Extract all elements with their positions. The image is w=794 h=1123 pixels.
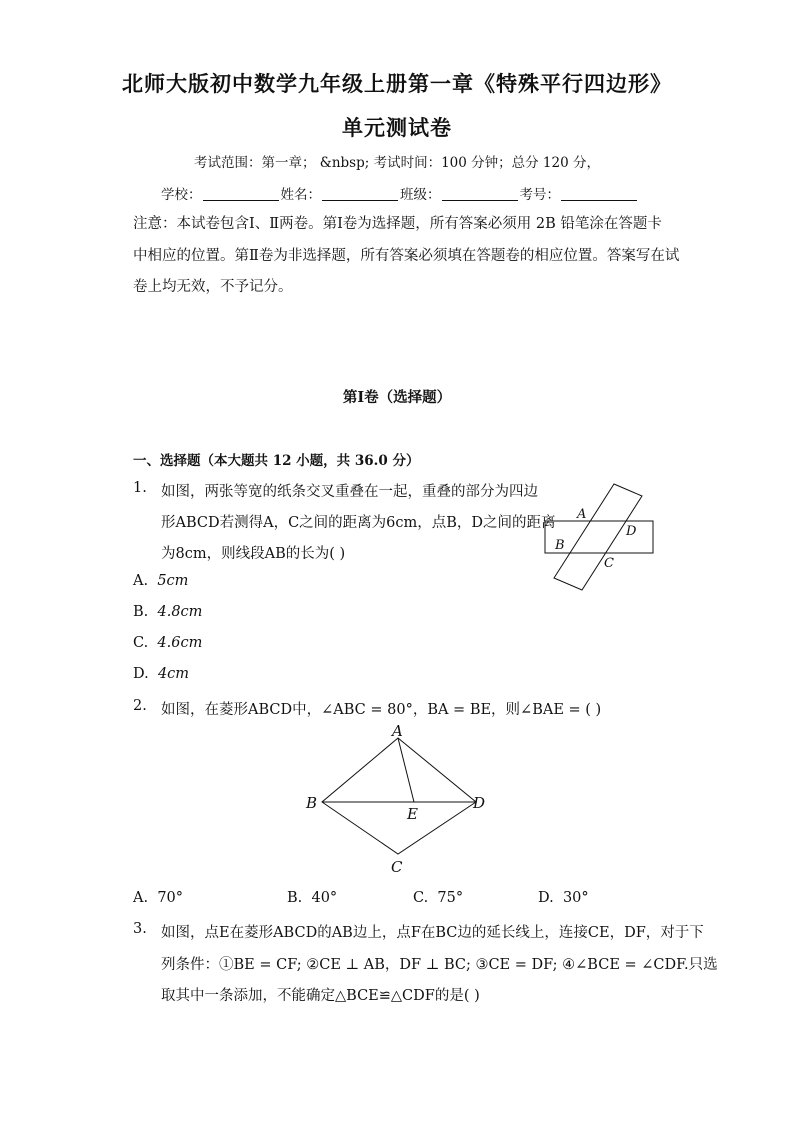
doc-title-line2: 单元测试卷 [342,115,452,140]
option-label: B. [133,604,149,620]
rhombus-shape [322,738,476,854]
option-label: D. [133,666,149,682]
question-number: 3. [133,921,147,937]
figure2-label-a: A [392,722,403,740]
figure1-label-c: C [604,556,614,571]
figure1-label-d: D [626,524,637,539]
question-number: 1. [133,480,147,496]
question-text-line: 如图，在菱形ABCD中，∠ABC = 80°，BA = BE，则∠BAE = ( ) [161,702,602,718]
class-label: 班级： [400,187,441,203]
section-title: 第Ⅰ卷（选择题） [342,389,452,406]
figure-rhombus [300,722,500,880]
option-d[interactable] [133,666,189,682]
option-b[interactable] [133,604,202,620]
option-text: 40° [311,890,338,906]
figure1-label-a: A [577,507,587,522]
option-d[interactable] [538,890,589,906]
option-text: 75° [437,890,464,906]
doc-title-line1: 北师大版初中数学九年级上册第一章《特殊平行四边形》 [122,71,672,96]
name-label: 姓名： [280,187,321,203]
figure2-label-c: C [391,858,403,876]
question-text-line: 取其中一条添加，不能确定△BCE≌△CDF的是( ) [161,988,480,1004]
school-blank [203,199,279,201]
question-number: 2. [133,698,147,714]
question-text-line: 形ABCD若测得A，C之间的距离为6cm，点B，D之间的距离 [161,515,556,531]
question-text-line: 列条件：①BE = CF; ②CE ⊥ AB，DF ⊥ BC; ③CE = DF; ④∠BCE = ∠CDF.只选 [161,957,718,973]
option-a[interactable] [133,573,188,589]
number-label: 考号： [519,187,560,203]
section-heading: 一、选择题（本大题共 12 小题，共 36.0 分） [133,453,420,469]
figure2-label-e: E [407,805,418,823]
option-c[interactable] [133,635,202,651]
option-label: C. [413,890,429,906]
number-blank [561,199,637,201]
question-text-line: 为8cm，则线段AB的长为( ) [161,546,346,562]
notice-line: 中相应的位置。第Ⅱ卷为非选择题，所有答案必须填在答题卷的相应位置。答案写在试 [133,248,680,264]
school-label: 学校： [161,187,202,203]
figure-crossed-strips [540,480,660,595]
option-label: C. [133,635,149,651]
class-blank [442,199,518,201]
option-text: 4.6cm [157,635,203,651]
figure2-label-d: D [473,794,486,812]
option-text: 5cm [157,573,189,589]
segment-ae [398,738,414,802]
option-label: A. [133,890,149,906]
option-c[interactable] [413,890,463,906]
notice-line: 卷上均无效，不予记分。 [133,279,293,295]
option-a[interactable] [133,890,183,906]
name-blank [322,199,398,201]
figure1-label-b: B [555,538,565,553]
option-text: 30° [562,890,589,906]
figure2-label-b: B [306,794,318,812]
notice-line: 注意：本试卷包含Ⅰ、Ⅱ两卷。第Ⅰ卷为选择题，所有答案必须用 2B 铅笔涂在答题卡 [133,216,662,232]
option-label: B. [287,890,303,906]
option-label: D. [538,890,554,906]
option-text: 4.8cm [157,604,203,620]
exam-meta: 考试范围：第一章； &nbsp; 考试时间：100 分钟；总分 120 分， [194,155,600,171]
question-text-line: 如图，点E在菱形ABCD的AB边上，点F在BC边的延长线上，连接CE，DF，对于下 [161,925,704,941]
question-text-line: 如图，两张等宽的纸条交叉重叠在一起，重叠的部分为四边 [161,484,538,500]
option-label: A. [133,573,149,589]
option-b[interactable] [287,890,337,906]
info-fields-row [161,183,639,203]
option-text: 70° [157,890,184,906]
option-text: 4cm [157,666,190,682]
